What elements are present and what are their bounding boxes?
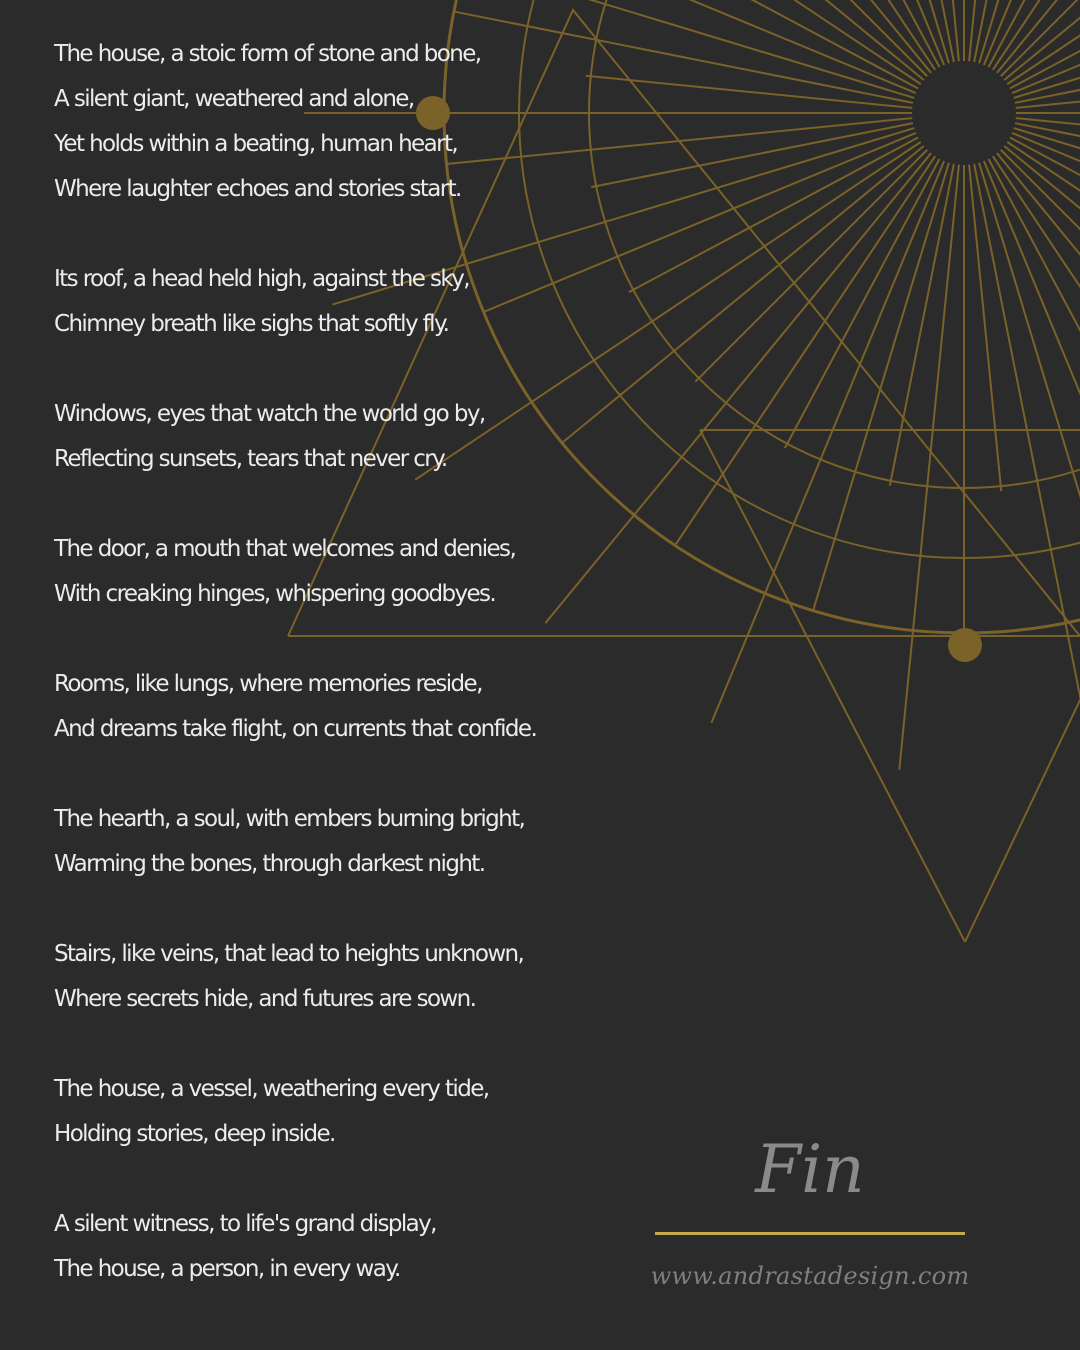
sun-ray: [984, 161, 1080, 464]
poem-stanza: [54, 932, 536, 1022]
poem-stanza: [54, 797, 536, 887]
poem-line: A silent witness, to life's grand display,: [54, 1211, 436, 1237]
sun-ray: [613, 0, 916, 93]
sun-ray: [562, 146, 924, 443]
poem-line: The hearth, a soul, with embers burning bright,: [54, 806, 525, 832]
poem-line: The door, a mouth that welcomes and denies,: [54, 536, 516, 562]
sun-ray: [1004, 0, 1080, 80]
poem-stanza: [54, 1202, 536, 1292]
sun-ray: [675, 156, 935, 545]
sun-ray: [997, 0, 1080, 73]
sun-ray: [979, 163, 1080, 611]
poem-stanza: [54, 1067, 536, 1157]
fin-title: Fin: [755, 1131, 865, 1208]
poem-stanza: [54, 392, 536, 482]
poem-stanza: [54, 32, 536, 212]
gold-divider: [655, 1232, 965, 1235]
sun-ray: [1014, 128, 1080, 223]
poem-stanza: [54, 662, 536, 752]
website-credit: www.andrastadesign.com: [650, 1262, 970, 1290]
poem-line: And dreams take flight, on currents that confide.: [54, 716, 537, 742]
poem: [54, 32, 536, 1292]
orbit-node-bottom: [948, 628, 982, 662]
sun-ray: [586, 76, 912, 108]
sun-ray: [974, 164, 1080, 760]
inverted-triangle-right: [965, 700, 1080, 942]
poem-line: Where laughter echoes and stories start.: [54, 176, 461, 202]
sun-ray: [997, 153, 1080, 407]
sun-ray: [1001, 0, 1080, 76]
sun-ray: [484, 133, 916, 312]
poem-line: Reflecting sunsets, tears that never cry.: [54, 446, 447, 472]
sun-ray: [753, 0, 935, 70]
sun-ray: [545, 153, 931, 623]
poem-line: Where secrets hide, and futures are sown.: [54, 986, 476, 1012]
poem-line: Holding stories, deep inside.: [54, 1121, 335, 1147]
sun-ray: [1014, 0, 1080, 98]
sun-ray: [670, 0, 924, 80]
poem-stanza: [54, 527, 536, 617]
poem-line: Rooms, like lungs, where memories reside,: [54, 671, 482, 697]
poem-line: With creaking hinges, whispering goodbyes.: [54, 581, 496, 607]
poem-line: Warming the bones, through darkest night.: [54, 851, 485, 877]
sun-ray: [969, 165, 1001, 491]
sun-ray: [813, 163, 949, 611]
sun-ray: [979, 0, 1074, 63]
sun-ray: [711, 161, 944, 723]
poem-line: Stairs, like veins, that lead to heights unknown,: [54, 941, 524, 967]
poem-line: Chimney breath like sighs that softly fly.: [54, 311, 449, 337]
poem-line: A silent giant, weathered and alone,: [54, 86, 414, 112]
poem-line: The house, a stoic form of stone and bone,: [54, 41, 481, 67]
poem-line: Windows, eyes that watch the world go by,: [54, 401, 485, 427]
sun-ray: [854, 0, 949, 63]
sun-ray: [899, 165, 959, 770]
poem-stanza: [54, 257, 536, 347]
poem-line: Yet holds within a beating, human heart,: [54, 131, 458, 157]
poem-line: The house, a person, in every way.: [54, 1256, 400, 1282]
sun-ray: [505, 0, 918, 88]
poem-line: Its roof, a head held high, against the sky,: [54, 266, 469, 292]
sun-ray: [596, 0, 927, 76]
poem-line: The house, a vessel, weathering every tide,: [54, 1076, 489, 1102]
sun-core: [914, 63, 1014, 163]
